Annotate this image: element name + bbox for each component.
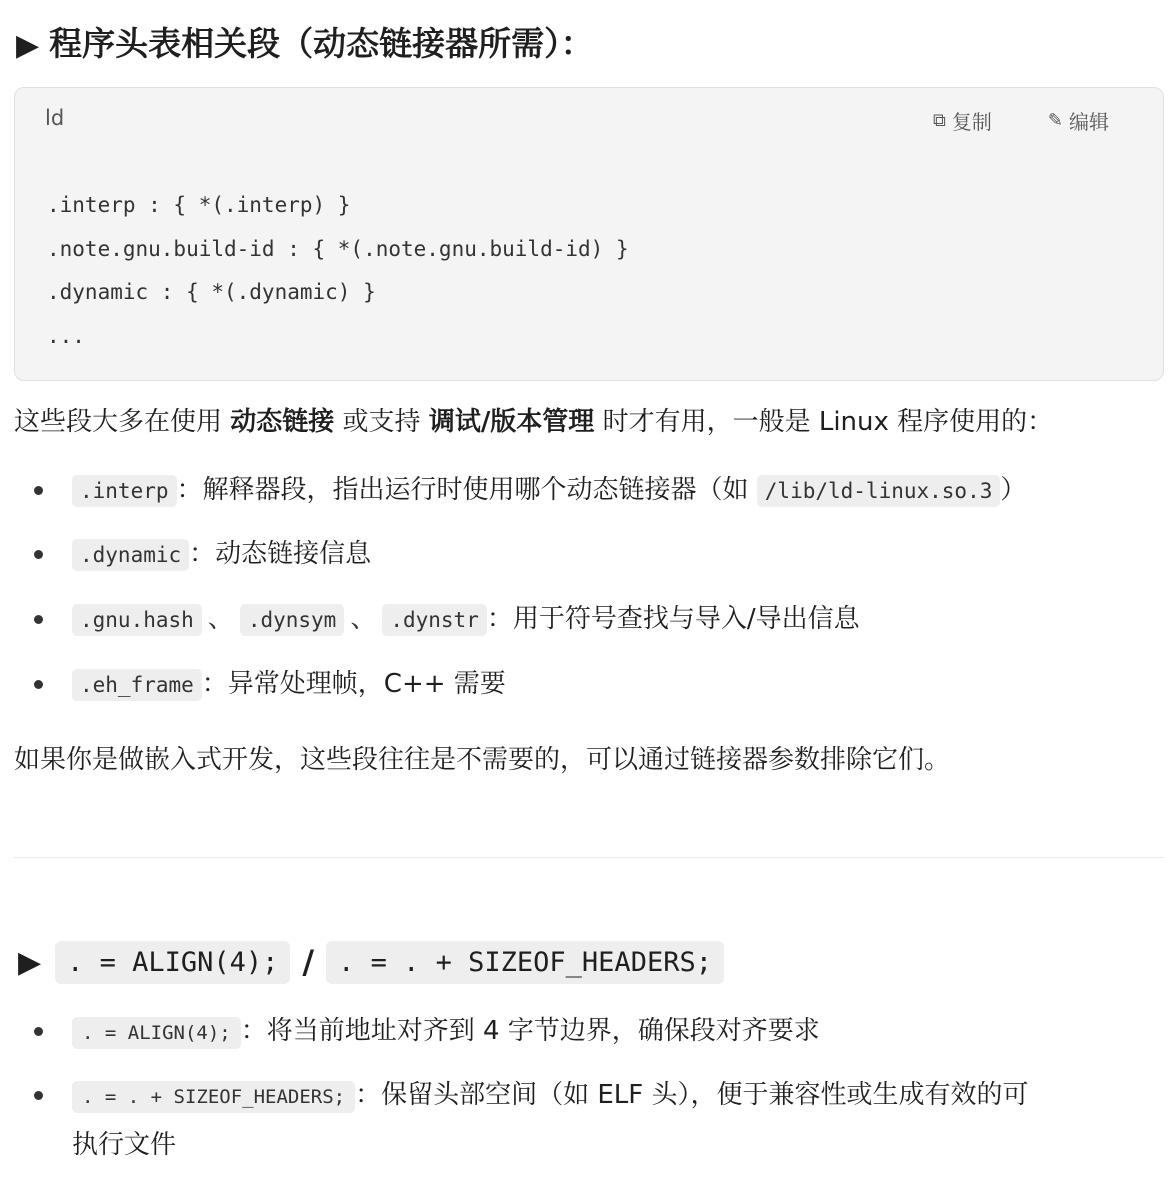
inline-code: . = ALIGN(4); <box>55 941 290 984</box>
paragraph: 如果你是做嵌入式开发，这些段往往是不需要的，可以通过链接器参数排除它们。 <box>14 745 951 775</box>
copy-label: 复制 <box>951 110 992 134</box>
list-item <box>72 471 1026 510</box>
triangle-marker-icon: ▶ <box>16 28 40 63</box>
list-item-continuation: 执行文件 <box>72 1130 177 1160</box>
separator: 、 <box>207 604 234 634</box>
list-item <box>72 1076 1029 1116</box>
inline-code: . = . + SIZEOF_HEADERS; <box>326 941 724 984</box>
paragraph <box>14 404 1053 440</box>
copy-icon: ⧉ <box>933 110 946 131</box>
item-text: ：异常处理帧，C++ 需要 <box>201 669 506 699</box>
inline-code: /lib/ld-linux.so.3 <box>757 475 1001 507</box>
code-line: ... <box>47 323 85 348</box>
item-text: ：动态链接信息 <box>189 539 372 569</box>
bold-text: 动态链接 <box>230 407 335 437</box>
triangle-marker-icon: ▶ <box>18 944 42 980</box>
item-text: ） <box>1000 475 1027 505</box>
bold-text: 调试/版本管理 <box>428 407 595 437</box>
divider <box>14 857 1164 858</box>
inline-code: .interp <box>72 475 177 507</box>
item-text: ：解释器段，指出运行时使用哪个动态链接器（如 <box>176 475 757 505</box>
section-heading <box>18 938 724 986</box>
item-text: ：将当前地址对齐到 4 字节边界，确保段对齐要求 <box>240 1016 820 1046</box>
text-run: 或支持 <box>334 407 429 437</box>
edit-button[interactable] <box>1048 106 1109 135</box>
code-block <box>14 87 1164 381</box>
slash-separator: / <box>302 943 315 981</box>
edit-icon: ✎ <box>1047 110 1063 131</box>
inline-code: . = . + SIZEOF_HEADERS; <box>72 1081 355 1113</box>
list-item <box>72 1012 820 1052</box>
code-line: .dynamic : { *(.dynamic) } <box>47 280 376 304</box>
section-heading-text: 程序头表相关段（动态链接器所需）： <box>49 24 594 63</box>
copy-button[interactable] <box>933 106 992 135</box>
code-line: .interp : { *(.interp) } <box>47 193 351 217</box>
code-actions <box>933 106 1109 135</box>
inline-code: .eh_frame <box>72 669 202 701</box>
code-line: .note.gnu.build-id : { *(.note.gnu.build-id) } <box>47 236 629 261</box>
inline-code: .dynsym <box>240 604 345 636</box>
separator: 、 <box>350 604 377 634</box>
inline-code: .dynstr <box>382 604 487 636</box>
inline-code: .dynamic <box>72 539 189 571</box>
item-text: ：用于符号查找与导入/导出信息 <box>486 604 860 634</box>
code-content <box>47 184 629 358</box>
list-item <box>72 665 506 704</box>
edit-label: 编辑 <box>1069 110 1109 134</box>
list-item <box>72 600 860 639</box>
inline-code: . = ALIGN(4); <box>72 1017 241 1049</box>
text-run: 时才有用，一般是 Linux 程序使用的： <box>594 407 1054 437</box>
code-language-label: ld <box>45 106 65 130</box>
inline-code: .gnu.hash <box>72 604 202 636</box>
item-text: ：保留头部空间（如 ELF 头），便于兼容性或生成有效的可 <box>355 1080 1029 1110</box>
section-heading <box>16 22 594 68</box>
list-item <box>72 535 371 574</box>
text-run: 这些段大多在使用 <box>14 407 231 437</box>
